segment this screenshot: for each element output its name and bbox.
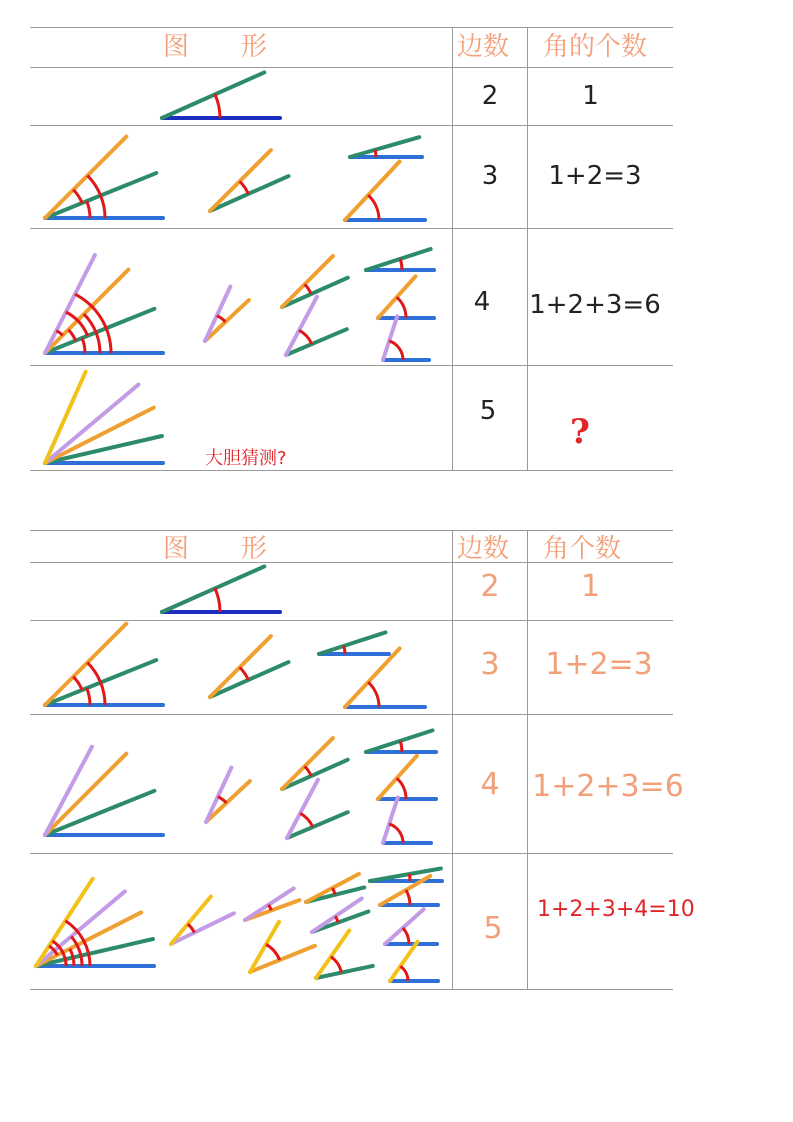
ray xyxy=(366,249,431,270)
ray xyxy=(345,161,400,220)
angle-arc xyxy=(305,766,312,776)
angle-arc xyxy=(215,588,220,612)
angle-arc xyxy=(331,957,342,973)
angle-arc xyxy=(305,284,312,294)
ray xyxy=(206,781,250,822)
ray xyxy=(45,754,126,835)
angles-value: 1+2+3=6 xyxy=(529,290,661,320)
angles-value: 1+2=3 xyxy=(545,647,653,682)
angle-arc xyxy=(218,797,227,803)
angle-arc xyxy=(65,959,66,966)
ray xyxy=(350,137,419,157)
figure-column-header: 图 形 xyxy=(163,32,268,62)
ray xyxy=(45,137,126,218)
ray xyxy=(205,287,230,341)
angle-arc xyxy=(389,341,403,360)
sides-value: 2 xyxy=(481,81,499,111)
sides-value: 2 xyxy=(480,569,500,604)
angle-arc xyxy=(368,682,379,707)
angle-arc xyxy=(73,190,82,203)
angle-arc xyxy=(299,330,312,344)
sides-value: 3 xyxy=(480,647,500,682)
angle-arc xyxy=(68,330,75,341)
ray xyxy=(383,797,398,843)
angle-arc xyxy=(217,316,226,322)
angle-arc xyxy=(266,944,280,960)
angles-value: 1 xyxy=(582,81,599,111)
angle-arc xyxy=(406,890,410,905)
ray xyxy=(45,270,128,353)
ray xyxy=(171,913,234,944)
ray xyxy=(205,300,249,341)
angle-arc xyxy=(400,741,402,752)
angle-arc xyxy=(375,150,376,157)
angle-arc xyxy=(300,813,313,827)
angle-arc xyxy=(240,667,249,680)
ray xyxy=(385,909,424,944)
angle-arc xyxy=(240,181,249,194)
sides-column-header: 边数 xyxy=(457,32,510,62)
ray xyxy=(45,372,86,463)
ray xyxy=(162,72,264,118)
angle-arc xyxy=(73,677,82,690)
bold-guess-note: 大胆猜测? xyxy=(205,448,287,469)
sides-column-header: 边数 xyxy=(457,534,510,564)
ray xyxy=(282,256,333,307)
ray xyxy=(390,942,418,981)
angle-arc xyxy=(87,201,90,218)
ray xyxy=(45,791,154,835)
ray xyxy=(162,566,264,612)
ray xyxy=(171,897,211,944)
angle-arc xyxy=(400,259,402,270)
ray xyxy=(45,747,92,835)
sides-value: 3 xyxy=(481,161,499,191)
ray xyxy=(383,316,397,360)
angles-value: 1+2=3 xyxy=(548,161,642,191)
sides-value: 5 xyxy=(479,396,497,426)
angle-arc xyxy=(82,338,85,353)
angle-arc xyxy=(344,646,345,654)
angles-column-header: 角个数 xyxy=(543,534,622,564)
ray xyxy=(206,768,231,822)
ray xyxy=(282,738,333,789)
angles-value: 1+2+3=6 xyxy=(532,769,684,804)
angle-arc xyxy=(389,824,403,843)
ray xyxy=(45,624,126,705)
ray xyxy=(345,648,400,707)
sides-value: 4 xyxy=(480,767,500,802)
sides-value: 5 xyxy=(483,911,503,946)
sides-value: 4 xyxy=(473,287,491,317)
angle-arc xyxy=(368,195,379,220)
figure-column-header: 图 形 xyxy=(163,534,268,564)
angle-arc xyxy=(215,94,220,118)
ray xyxy=(319,632,386,654)
angles-column-header: 角的个数 xyxy=(543,32,648,62)
angle-arc xyxy=(409,874,410,881)
angle-arc xyxy=(188,924,195,933)
angle-arc xyxy=(87,688,90,705)
angles-value: 1 xyxy=(580,569,601,604)
angles-value: 1+2+3+4=10 xyxy=(537,897,695,922)
unknown-answer-mark: ? xyxy=(570,412,590,452)
angle-arc xyxy=(400,966,408,981)
angle-arc xyxy=(403,928,409,944)
